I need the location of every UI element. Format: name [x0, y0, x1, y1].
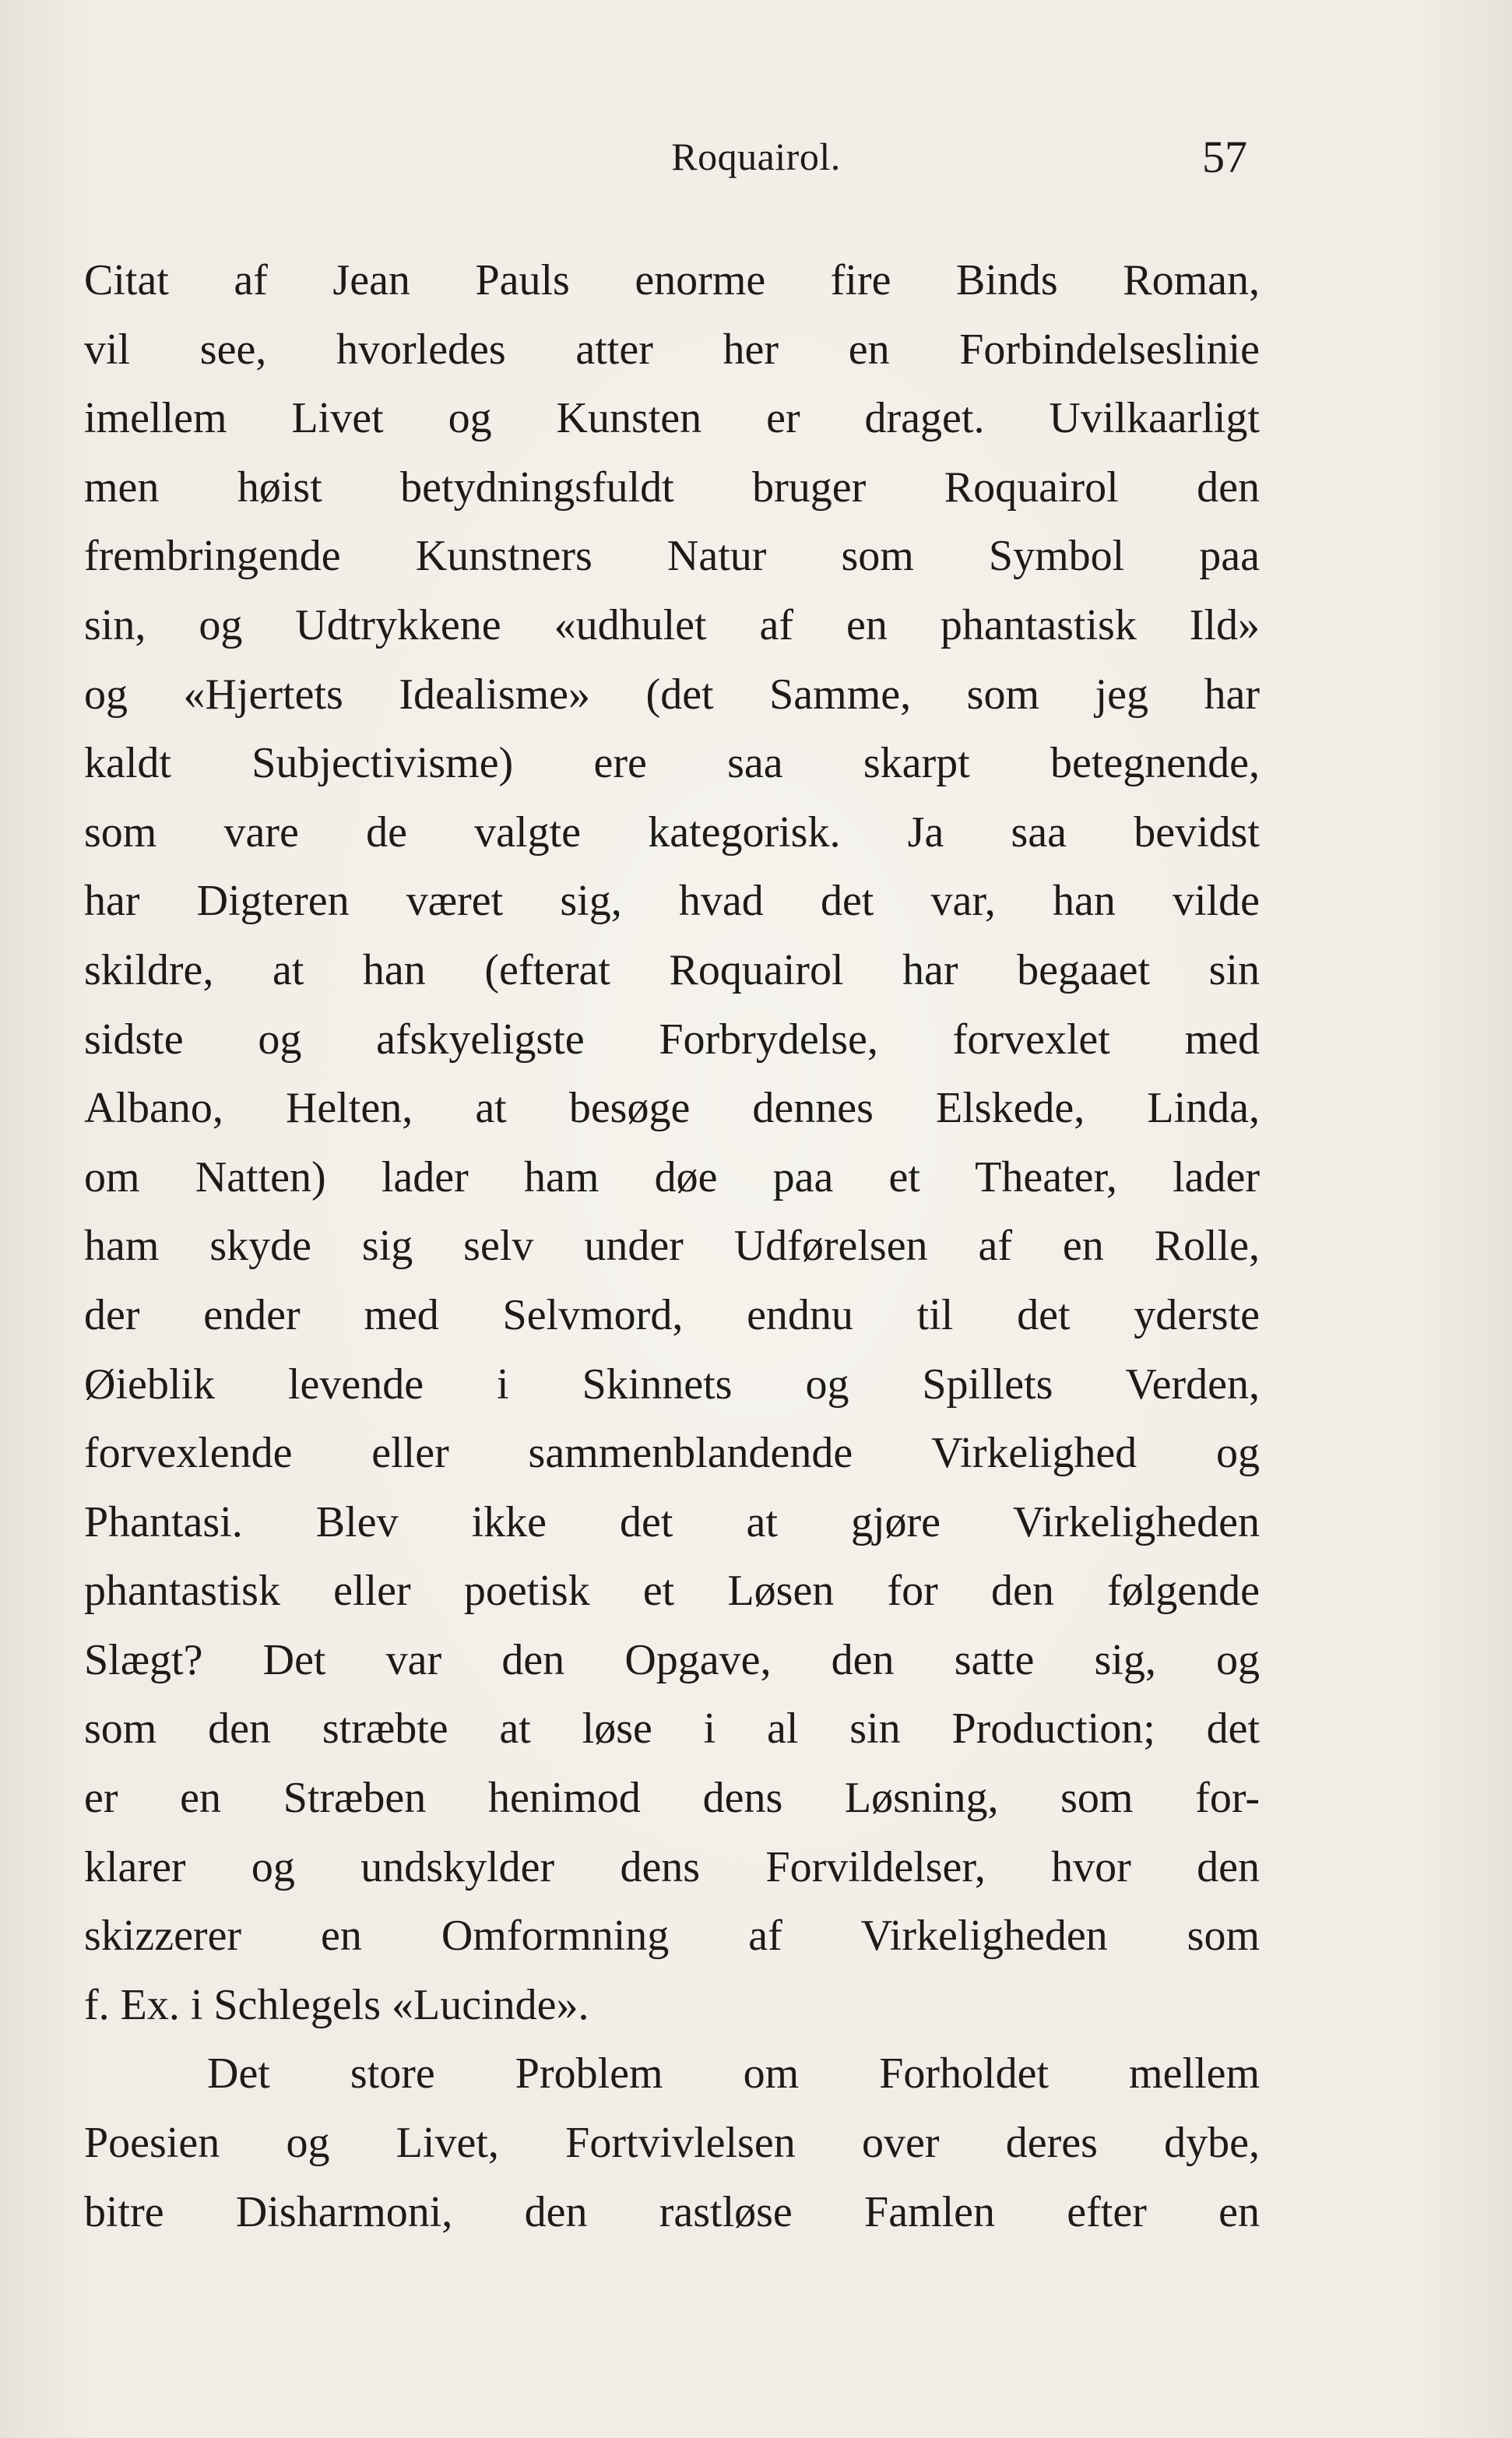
text-line: men høist betydningsfuldt bruger Roquairol den: [84, 463, 1260, 512]
page-number: 57: [1202, 132, 1247, 182]
paragraph-start-line: Det store Problem om Forholdet mellem: [207, 2049, 1260, 2099]
body-text: [84, 246, 1260, 2246]
text-line: klarer og undskylder dens Forvildelser, hvor den: [84, 1842, 1260, 1891]
text-line: der ender med Selvmord, endnu til det yderste: [84, 1290, 1260, 1339]
text-line: kaldt Subjectivisme) ere saa skarpt betegnende,: [84, 739, 1260, 788]
text-line: Citat af Jean Pauls enorme fire Binds Roman,: [84, 256, 1260, 304]
text-line: Poesien og Livet, Fortvivlelsen over deres dybe,: [84, 2119, 1260, 2168]
text-line: sin, og Udtrykkene «udhulet af en phantastisk Ild»: [84, 600, 1260, 649]
running-head: [0, 131, 1512, 193]
text-line: ham skyde sig selv under Udførelsen af en Rolle,: [84, 1222, 1260, 1271]
text-line: frembringende Kunstners Natur som Symbol paa: [84, 532, 1260, 581]
paragraph-end-line: f. Ex. i Schlegels «Lucinde».: [84, 1980, 589, 2029]
text-line: Slægt? Det var den Opgave, den satte sig, og: [84, 1635, 1260, 1684]
text-line: har Digteren været sig, hvad det var, han vilde: [84, 877, 1260, 926]
text-line: forvexlende eller sammenblandende Virkelighed og: [84, 1429, 1260, 1478]
running-title: Roquairol.: [671, 135, 841, 178]
text-line: sidste og afskyeligste Forbrydelse, forvexlet med: [84, 1015, 1260, 1064]
text-line: Øieblik levende i Skinnets og Spillets Verden,: [84, 1360, 1260, 1409]
text-line: phantastisk eller poetisk et Løsen for den følgende: [84, 1567, 1260, 1616]
text-line: og «Hjertets Idealisme» (det Samme, som jeg har: [84, 670, 1260, 719]
text-line: bitre Disharmoni, den rastløse Famlen efter en: [84, 2187, 1260, 2236]
text-line: imellem Livet og Kunsten er draget. Uvilkaarligt: [84, 394, 1260, 443]
text-line: er en Stræben henimod dens Løsning, som for-: [84, 1774, 1260, 1823]
text-line: Phantasi. Blev ikke det at gjøre Virkeligheden: [84, 1497, 1260, 1546]
text-line: vil see, hvorledes atter her en Forbindelseslinie: [84, 325, 1260, 374]
text-line: skizzerer en Omformning af Virkeligheden som: [84, 1912, 1260, 1961]
text-line: som vare de valgte kategorisk. Ja saa bevidst: [84, 807, 1260, 857]
text-line: om Natten) lader ham døe paa et Theater, lader: [84, 1152, 1260, 1201]
text-line: skildre, at han (efterat Roquairol har begaaet sin: [84, 945, 1260, 994]
text-line: som den stræbte at løse i al sin Production; det: [84, 1704, 1260, 1754]
text-line: Albano, Helten, at besøge dennes Elskede, Linda,: [84, 1084, 1260, 1133]
